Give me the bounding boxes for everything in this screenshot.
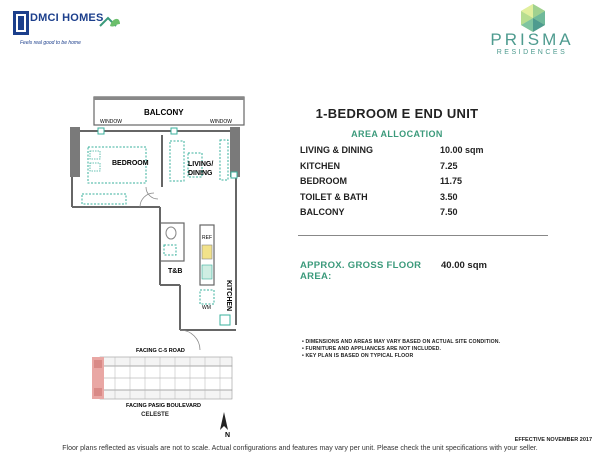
label-toilet: T&B [168, 268, 183, 275]
developer-tagline: Feels real good to be home [20, 40, 81, 46]
key-plan [70, 345, 240, 415]
label-window-right: WINDOW [210, 119, 232, 125]
tv-console [220, 140, 228, 180]
north-label: N [225, 432, 231, 438]
label-living-1: LIVING/ [188, 161, 214, 168]
sink [202, 245, 212, 259]
note: • KEY PLAN IS BASED ON TYPICAL FLOOR [302, 353, 414, 359]
label-kitchen: KITCHEN [225, 280, 232, 312]
area-value: 7.25 [440, 160, 458, 171]
area-name: LIVING & DINING [300, 145, 374, 155]
area-name: BEDROOM [300, 176, 347, 187]
table-row [300, 145, 550, 161]
divider [298, 235, 548, 236]
area-name: KITCHEN [300, 160, 340, 171]
project-subtitle: RESIDENCES [496, 49, 568, 56]
developer-name: DMCI HOMES [30, 12, 104, 24]
project-name: PRISMA [490, 30, 574, 49]
area-name: BALCONY [300, 207, 345, 218]
label-balcony: BALCONY [144, 108, 184, 117]
north-arrow-icon [214, 410, 234, 438]
key-plan-top-label: FACING C-5 ROAD [136, 348, 185, 354]
table-row [300, 161, 550, 177]
wall-column-right [230, 127, 240, 177]
area-allocation-table [300, 145, 550, 223]
label-window-left: WINDOW [100, 119, 122, 125]
key-plan-bottom-label: FACING PASIG BOULEVARD [126, 403, 201, 409]
note: • DIMENSIONS AND AREAS MAY VARY BASED ON ACTUAL SITE CONDITION. [302, 339, 501, 345]
floor-plan [60, 95, 260, 355]
area-value: 11.75 [440, 176, 463, 187]
area-name: TOILET & BATH [300, 191, 368, 202]
unit-title: 1-BEDROOM E END UNIT [315, 106, 479, 121]
sofa [170, 141, 184, 181]
table-row [300, 176, 550, 192]
label-bedroom: BEDROOM [112, 160, 149, 167]
area-value: 10.00 sqm [440, 145, 484, 155]
building-name: CELESTE [141, 412, 169, 418]
disclaimer: Floor plans reflected as visuals are not to scale. Actual configurations and features may vary per unit. Please check the unit specifications with your seller. [62, 445, 538, 452]
label-living-2: DINING [188, 170, 213, 177]
notes [302, 339, 582, 360]
area-value: 3.50 [440, 191, 458, 202]
note: • FURNITURE AND APPLIANCES ARE NOT INCLUDED. [302, 346, 442, 352]
area-value: 7.50 [440, 207, 458, 218]
table-row [300, 207, 550, 223]
house-leaf-icon [98, 12, 122, 32]
dmci-emblem-icon [12, 10, 30, 36]
effective-date: EFFECTIVE NOVEMBER 2017 [514, 437, 592, 443]
gross-value: 40.00 sqm [441, 260, 487, 271]
label-ref: REF [202, 235, 212, 241]
table-row [300, 192, 550, 208]
area-allocation-title: AREA ALLOCATION [351, 129, 443, 139]
wardrobe [82, 194, 126, 204]
gross-floor-area [300, 260, 560, 282]
label-wm: WM [202, 305, 211, 311]
gross-label: APPROX. GROSS FLOOR AREA: [300, 260, 422, 282]
wall-column-left [70, 127, 80, 177]
